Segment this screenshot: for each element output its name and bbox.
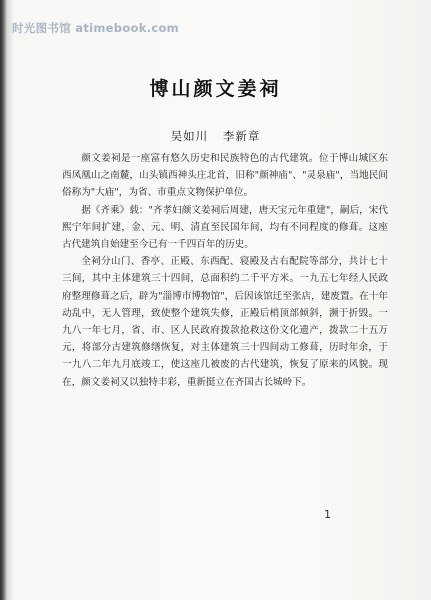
paragraph-2: 据《齐乘》载："齐孝妇颜文姜祠后周建，唐天宝元年重建"，嗣后，宋代熙宁年间扩建，金、元、明、清直至民国年间，均有不同程度的修葺。这座古代建筑自始建至今已有一千四百年的历史。 <box>62 204 388 251</box>
author-line: 吴如川 李新章 <box>170 129 261 143</box>
page-mark: 1 <box>324 508 331 521</box>
article-body <box>62 150 388 391</box>
paragraph-3: 全祠分山门、香亭、正殿、东西配、寝殿及古右配院等部分，共计七十三间，其中主体建筑三十四间，总面积约二千平方米。一九五七年经人民政府整理修葺之后，辟为"淄博市博物馆"，后因该馆迁至张店，建废置。在十年动乱中，无人管理，致使整个建筑失修，正殿后梢顶部倾斜，濒于折毁。一九八一年七月，省、市、区人民政府拨款抢救这份文化遗产，拨款二十五万元，将部分古建筑修缮恢复，对主体建筑三十四间动工修葺，历时年余，于一九八二年九月底竣工，使这座几被废的古代建筑，恢复了原来的风貌。现在，颜文姜祠又以独特丰彩，重新挺立在齐国古长城岭下。 <box>62 256 388 388</box>
paragraph-1: 颜文姜祠是一座富有悠久历史和民族特色的古代建筑。位于博山城区东西凤凰山之南麓，山头镇西神头庄北首，旧称"颜神庙"、"灵泉庙"，当地民间俗称为"大庙"，为省、市重点文物保护单位。 <box>62 153 388 199</box>
page-title: 博山颜文姜祠 <box>149 78 282 100</box>
site-watermark: 时光图书馆 atimebook.com <box>12 21 179 35</box>
